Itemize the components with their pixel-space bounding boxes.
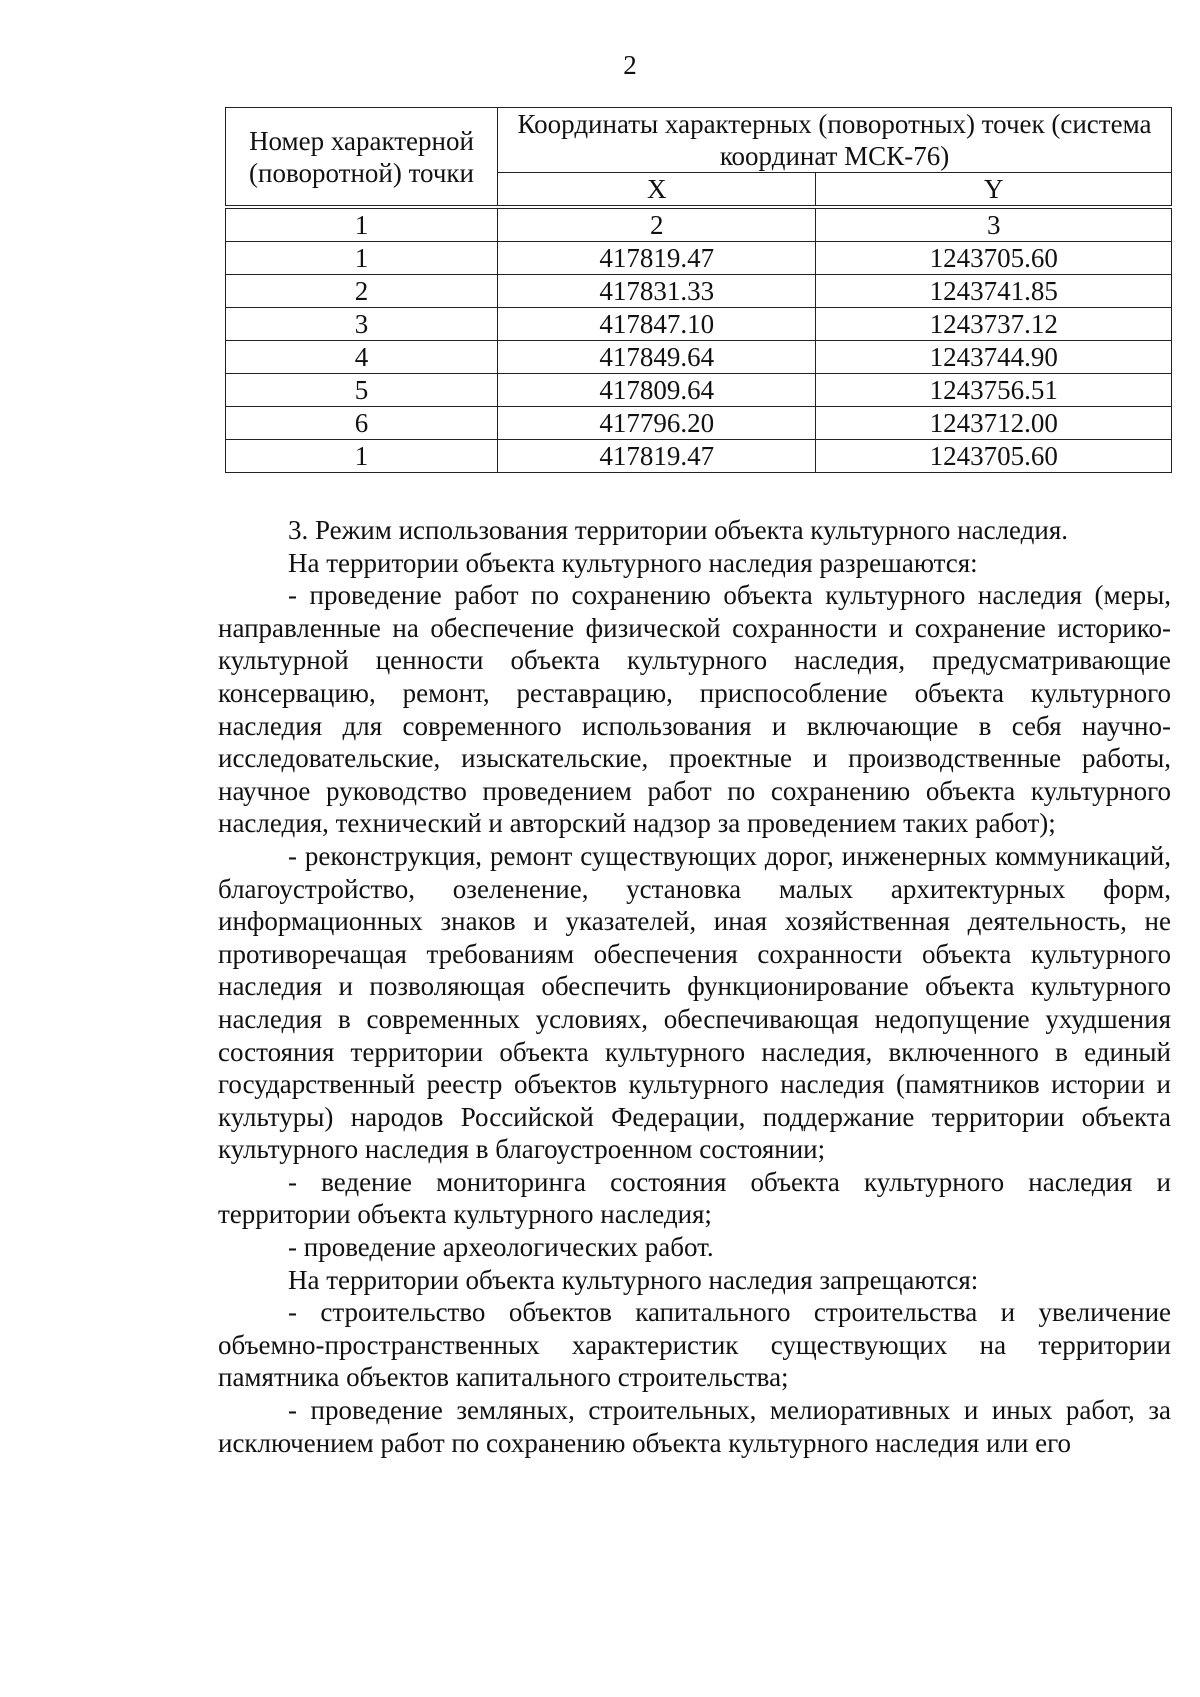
- list-item: - реконструкция, ремонт существующих дорог, инженерных коммуникаций, благоустройство, озеленение, установка малых архитектурных форм, информационных знаков и указателей, иная хозяйственная деятельность, не противоречащая требованиям обеспечения сохранности объекта культурного наследия и позволяющая обеспечить функционирование объекта культурного наследия в современных условиях, обеспечивающая недопущение ухудшения состояния территории объекта культурного наследия, включенного в единый государственный реестр объектов культурного наследия (памятников истории и культуры) народов Российской Федерации, поддержание территории объекта культурного наследия в благоустроенном состоянии;: [218, 840, 1171, 1165]
- table-cell: 1: [226, 207, 498, 242]
- table-cell: 1: [226, 242, 498, 275]
- page-number: 2: [623, 50, 637, 80]
- table-cell: 1243737.12: [816, 308, 1172, 341]
- table-cell: 2: [498, 207, 816, 242]
- table-cell: 5: [226, 374, 498, 407]
- header-coordinates: Координаты характерных (поворотных) точек (система координат МСК-76): [498, 108, 1172, 173]
- table-cell: 417831.33: [498, 275, 816, 308]
- document-body: [218, 514, 1171, 1459]
- header-y: Y: [816, 173, 1172, 208]
- table-cell: 3: [226, 308, 498, 341]
- list-item: - проведение археологических работ.: [288, 1232, 714, 1263]
- table-header-row: [226, 108, 1172, 173]
- header-point-number: Номер характерной (поворотной) точки: [226, 108, 498, 208]
- header-x: X: [498, 173, 816, 208]
- table-cell: 2: [226, 275, 498, 308]
- table-row: [226, 308, 1172, 341]
- table-cell: 417849.64: [498, 341, 816, 374]
- list-item: - ведение мониторинга состояния объекта культурного наследия и территории объекта культурного наследия;: [218, 1166, 1171, 1230]
- table-cell: 417819.47: [498, 440, 816, 473]
- table-row: [226, 275, 1172, 308]
- list-item: - проведение земляных, строительных, мелиоративных и иных работ, за исключением работ по сохранению объекта культурного наследия или его: [218, 1395, 1171, 1458]
- table-row: [226, 341, 1172, 374]
- section-heading: 3. Режим использования территории объекта культурного наследия.: [288, 515, 1069, 545]
- table-row: [226, 374, 1172, 407]
- list-item: - проведение работ по сохранению объекта культурного наследия (меры, направленные на обеспечение физической сохранности и сохранение историко-культурной ценности объекта культурного наследия, предусматривающие консервацию, ремонт, реставрацию, приспособление объекта культурного наследия для современного использования и включающие в себя научно-исследовательские, изыскательские, проектные и производственные работы, научное руководство проведением работ по сохранению объекта культурного наследия, технический и авторский надзор за проведением таких работ);: [218, 580, 1171, 839]
- table-cell: 1243744.90: [816, 341, 1172, 374]
- table-cell: 1243712.00: [816, 407, 1172, 440]
- table-cell: 4: [226, 341, 498, 374]
- paragraph: На территории объекта культурного наследия разрешаются:: [288, 547, 978, 578]
- table-cell: 417819.47: [498, 242, 816, 275]
- table-row: [226, 407, 1172, 440]
- table-row: [226, 440, 1172, 473]
- paragraph: На территории объекта культурного наследия запрещаются:: [288, 1264, 979, 1295]
- table-cell: 417809.64: [498, 374, 816, 407]
- table-cell: 1243705.60: [816, 440, 1172, 473]
- table-index-row: [226, 207, 1172, 242]
- table-cell: 1243756.51: [816, 374, 1172, 407]
- table-cell: 1243705.60: [816, 242, 1172, 275]
- table-cell: 1: [226, 440, 498, 473]
- table-cell: 6: [226, 407, 498, 440]
- table-cell: 417796.20: [498, 407, 816, 440]
- table-cell: 1243741.85: [816, 275, 1172, 308]
- table-row: [226, 242, 1172, 275]
- list-item: - строительство объектов капитального строительства и увеличение объемно-пространственных характеристик существующих на территории памятника объектов капитального строительства;: [218, 1297, 1171, 1393]
- table-cell: 417847.10: [498, 308, 816, 341]
- table-cell: 3: [816, 207, 1172, 242]
- coordinates-table: [225, 107, 1172, 473]
